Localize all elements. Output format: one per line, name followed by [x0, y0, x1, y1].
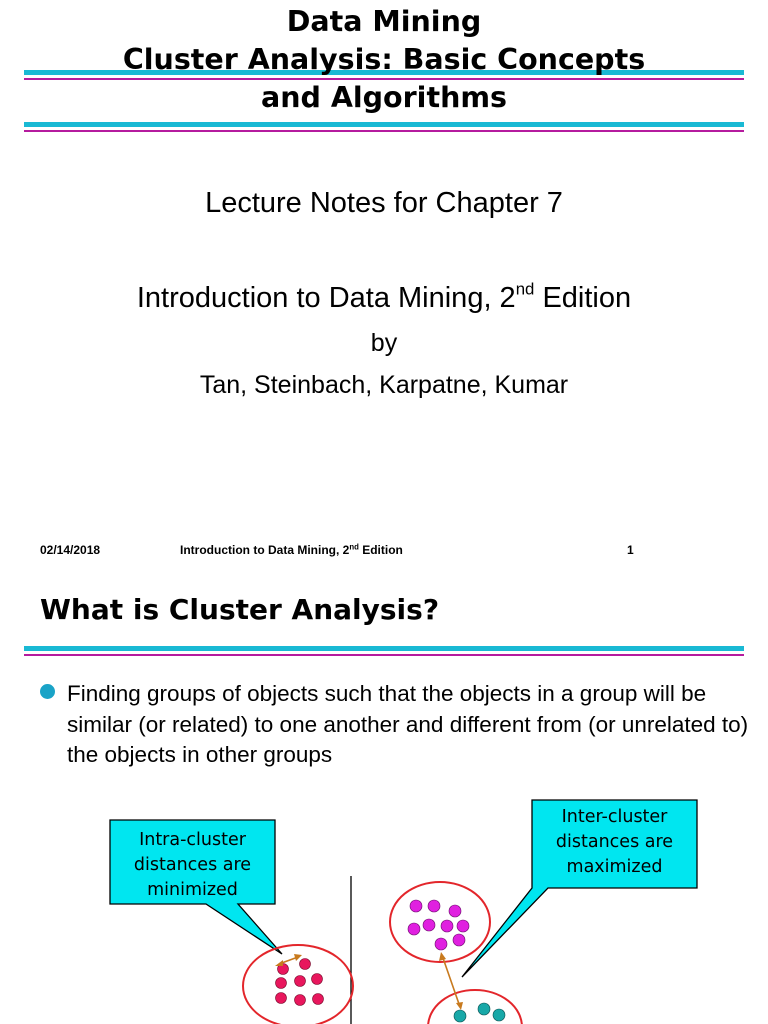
intra-distance-arrow: [275, 954, 302, 966]
callout-intra-line-3: minimized: [147, 880, 238, 900]
lecture-notes-line: Lecture Notes for Chapter 7: [205, 187, 563, 219]
callout-intra-text: [110, 828, 275, 903]
callout-inter-line-1: Inter-cluster: [561, 807, 668, 827]
cluster-ring-lower-right: [428, 990, 522, 1024]
slide-title: What is Cluster Analysis?: [40, 593, 440, 626]
cluster-analysis-slide: [0, 572, 768, 1024]
title-rule-2: [24, 122, 744, 132]
callout-inter-line-2: distances are: [555, 832, 674, 852]
authors-line: Tan, Steinbach, Karpatne, Kumar: [199, 371, 569, 399]
book-title-edition: Edition: [534, 282, 632, 314]
callout-intra-line-1: Intra-cluster: [139, 830, 246, 850]
footer-page-number: 1: [627, 543, 634, 557]
callout-inter-line-3: maximized: [566, 857, 663, 877]
footer-center-main: Introduction to Data Mining, 2: [180, 543, 350, 557]
book-title-main: Introduction to Data Mining, 2: [136, 282, 516, 314]
footer-center: [180, 543, 403, 557]
footer-date: 02/14/2018: [40, 543, 101, 557]
bullet-text: Finding groups of objects such that the objects in a group will be similar (or related) to one another and different from (or unrelated to) the objects in other groups: [67, 681, 749, 767]
footer-center-sup: nd: [349, 542, 359, 552]
cluster-diagram: [0, 572, 768, 1024]
cluster-points-upper-right: [408, 900, 469, 950]
book-title-sup: nd: [515, 279, 535, 299]
slide-title-line-3: and Algorithms: [260, 81, 508, 114]
slide-title-line-2: Cluster Analysis: Basic Concepts: [122, 43, 646, 76]
callout-intra-line-2: distances are: [133, 855, 252, 875]
footer-center-edition: Edition: [358, 543, 403, 557]
book-title-line: [0, 280, 768, 316]
callout-inter-text: [532, 805, 697, 880]
slide-title-line-1: Data Mining: [286, 5, 482, 38]
by-line: by: [370, 329, 398, 357]
